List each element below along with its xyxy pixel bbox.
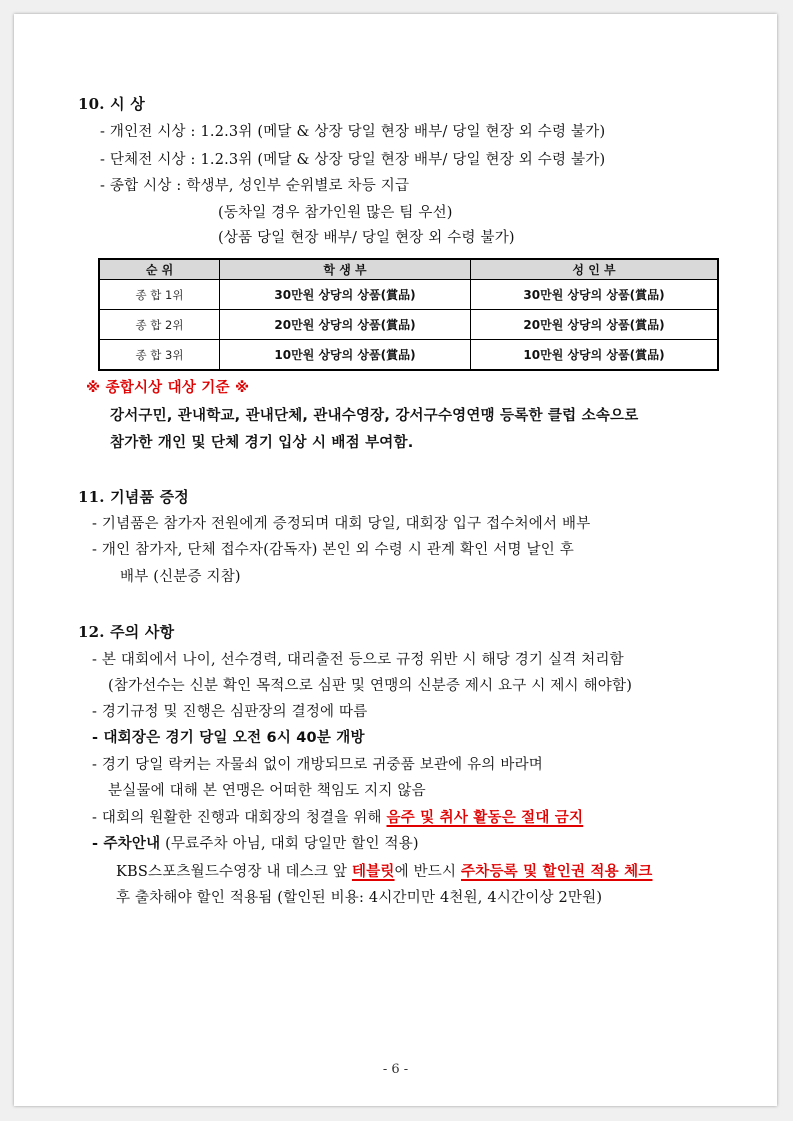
parking-note: (무료주차 아님, 대회 당일만 할인 적용) [160,836,419,852]
rank-cell: 종 합 1위 [99,280,220,310]
parking-title-line [92,834,419,854]
student-prize-cell: 30만원 상당의 상품(賞品) [220,280,471,310]
parking-line-1-mid: 에 반드시 [394,864,462,880]
notice-line-5: - 경기 당일 락커는 자물쇠 없이 개방되므로 귀중품 보관에 유의 바라며 [92,757,543,773]
overall-award-line: - 종합 시상 : 학생부, 성인부 순위별로 차등 지급 [100,178,410,194]
individual-award-line: - 개인전 시상 : 1.2.3위 (메달 & 상장 당일 현장 배부/ 당일 현장 외 수령 불가) [100,124,606,140]
parking-line-1-text: KBS스포츠월드수영장 내 데스크 앞 [116,864,352,880]
team-award-line: - 단체전 시상 : 1.2.3위 (메달 & 상장 당일 현장 배부/ 당일 현장 외 수령 불가) [100,152,606,168]
notice-line-3: - 경기규정 및 진행은 심판장의 결정에 따름 [92,704,368,720]
parking-line-1 [116,862,653,882]
student-prize-cell: 20만원 상당의 상품(賞品) [220,310,471,340]
notice-line-1: - 본 대회에서 나이, 선수경력, 대리출전 등으로 규정 위반 시 해당 경기 실격 처리함 [92,652,624,668]
notice-line-4: - 대회장은 경기 당일 오전 6시 40분 개방 [92,730,365,746]
criteria-title: ※ 종합시상 대상 기준 ※ [86,380,250,396]
page-number: - 6 - [382,1062,409,1077]
parking-line-2: 후 출차해야 할인 적용됨 (할인된 비용: 4시간미만 4천원, 4시간이상 2만원) [116,890,603,906]
adult-prize-cell: 30만원 상당의 상품(賞品) [471,280,719,310]
notice-line-6: 분실물에 대해 본 연맹은 어떠한 책임도 지지 않음 [108,783,426,799]
student-prize-cell: 10만원 상당의 상품(賞品) [220,340,471,371]
rank-cell: 종 합 3위 [99,340,220,371]
notice-line-2: (참가선수는 신분 확인 목적으로 심판 및 연맹의 신분증 제시 요구 시 제시 해야함) [108,678,633,694]
prohibition-warning: 음주 및 취사 활동은 절대 금지 [386,810,584,826]
table-row [99,280,718,310]
notice-line-7-text: - 대회의 원활한 진행과 대회장의 청결을 위해 [92,810,387,826]
criteria-line-2: 참가한 개인 및 단체 경기 입상 시 배점 부여함. [110,435,414,451]
parking-registration-highlight: 주차등록 및 할인권 적용 체크 [461,864,653,880]
tablet-highlight: 테블릿 [351,864,395,880]
document-page [14,14,777,1106]
souvenir-line-2: - 개인 참가자, 단체 접수자(감독자) 본인 외 수령 시 관계 확인 서명 날인 후 [92,542,574,558]
header-student: 학 생 부 [220,259,471,280]
overall-award-note-1: (동차일 경우 참가인원 많은 팀 우선) [218,205,453,221]
souvenir-line-3: 배부 (신분증 지참) [120,569,241,585]
rank-cell: 종 합 2위 [99,310,220,340]
adult-prize-cell: 20만원 상당의 상품(賞品) [471,310,719,340]
parking-title: - 주차안내 [92,836,161,852]
table-header-row [99,259,718,280]
souvenir-line-1: - 기념품은 참가자 전원에게 증정되며 대회 당일, 대회장 입구 접수처에서 배부 [92,516,591,532]
criteria-line-1: 강서구민, 관내학교, 관내단체, 관내수영장, 강서구수영연맹 등록한 클럽 소속으로 [110,408,639,424]
adult-prize-cell: 10만원 상당의 상품(賞品) [471,340,719,371]
awards-table [98,258,719,371]
section-12-title: 12. 주의 사항 [78,623,175,641]
notice-line-7 [92,808,583,828]
section-10-title: 10. 시 상 [78,95,145,113]
table-row [99,340,718,371]
overall-award-note-2: (상품 당일 현장 배부/ 당일 현장 외 수령 불가) [218,230,515,246]
section-11-title: 11. 기념품 증정 [78,488,189,506]
header-rank: 순 위 [99,259,220,280]
header-adult: 성 인 부 [471,259,719,280]
table-row [99,310,718,340]
